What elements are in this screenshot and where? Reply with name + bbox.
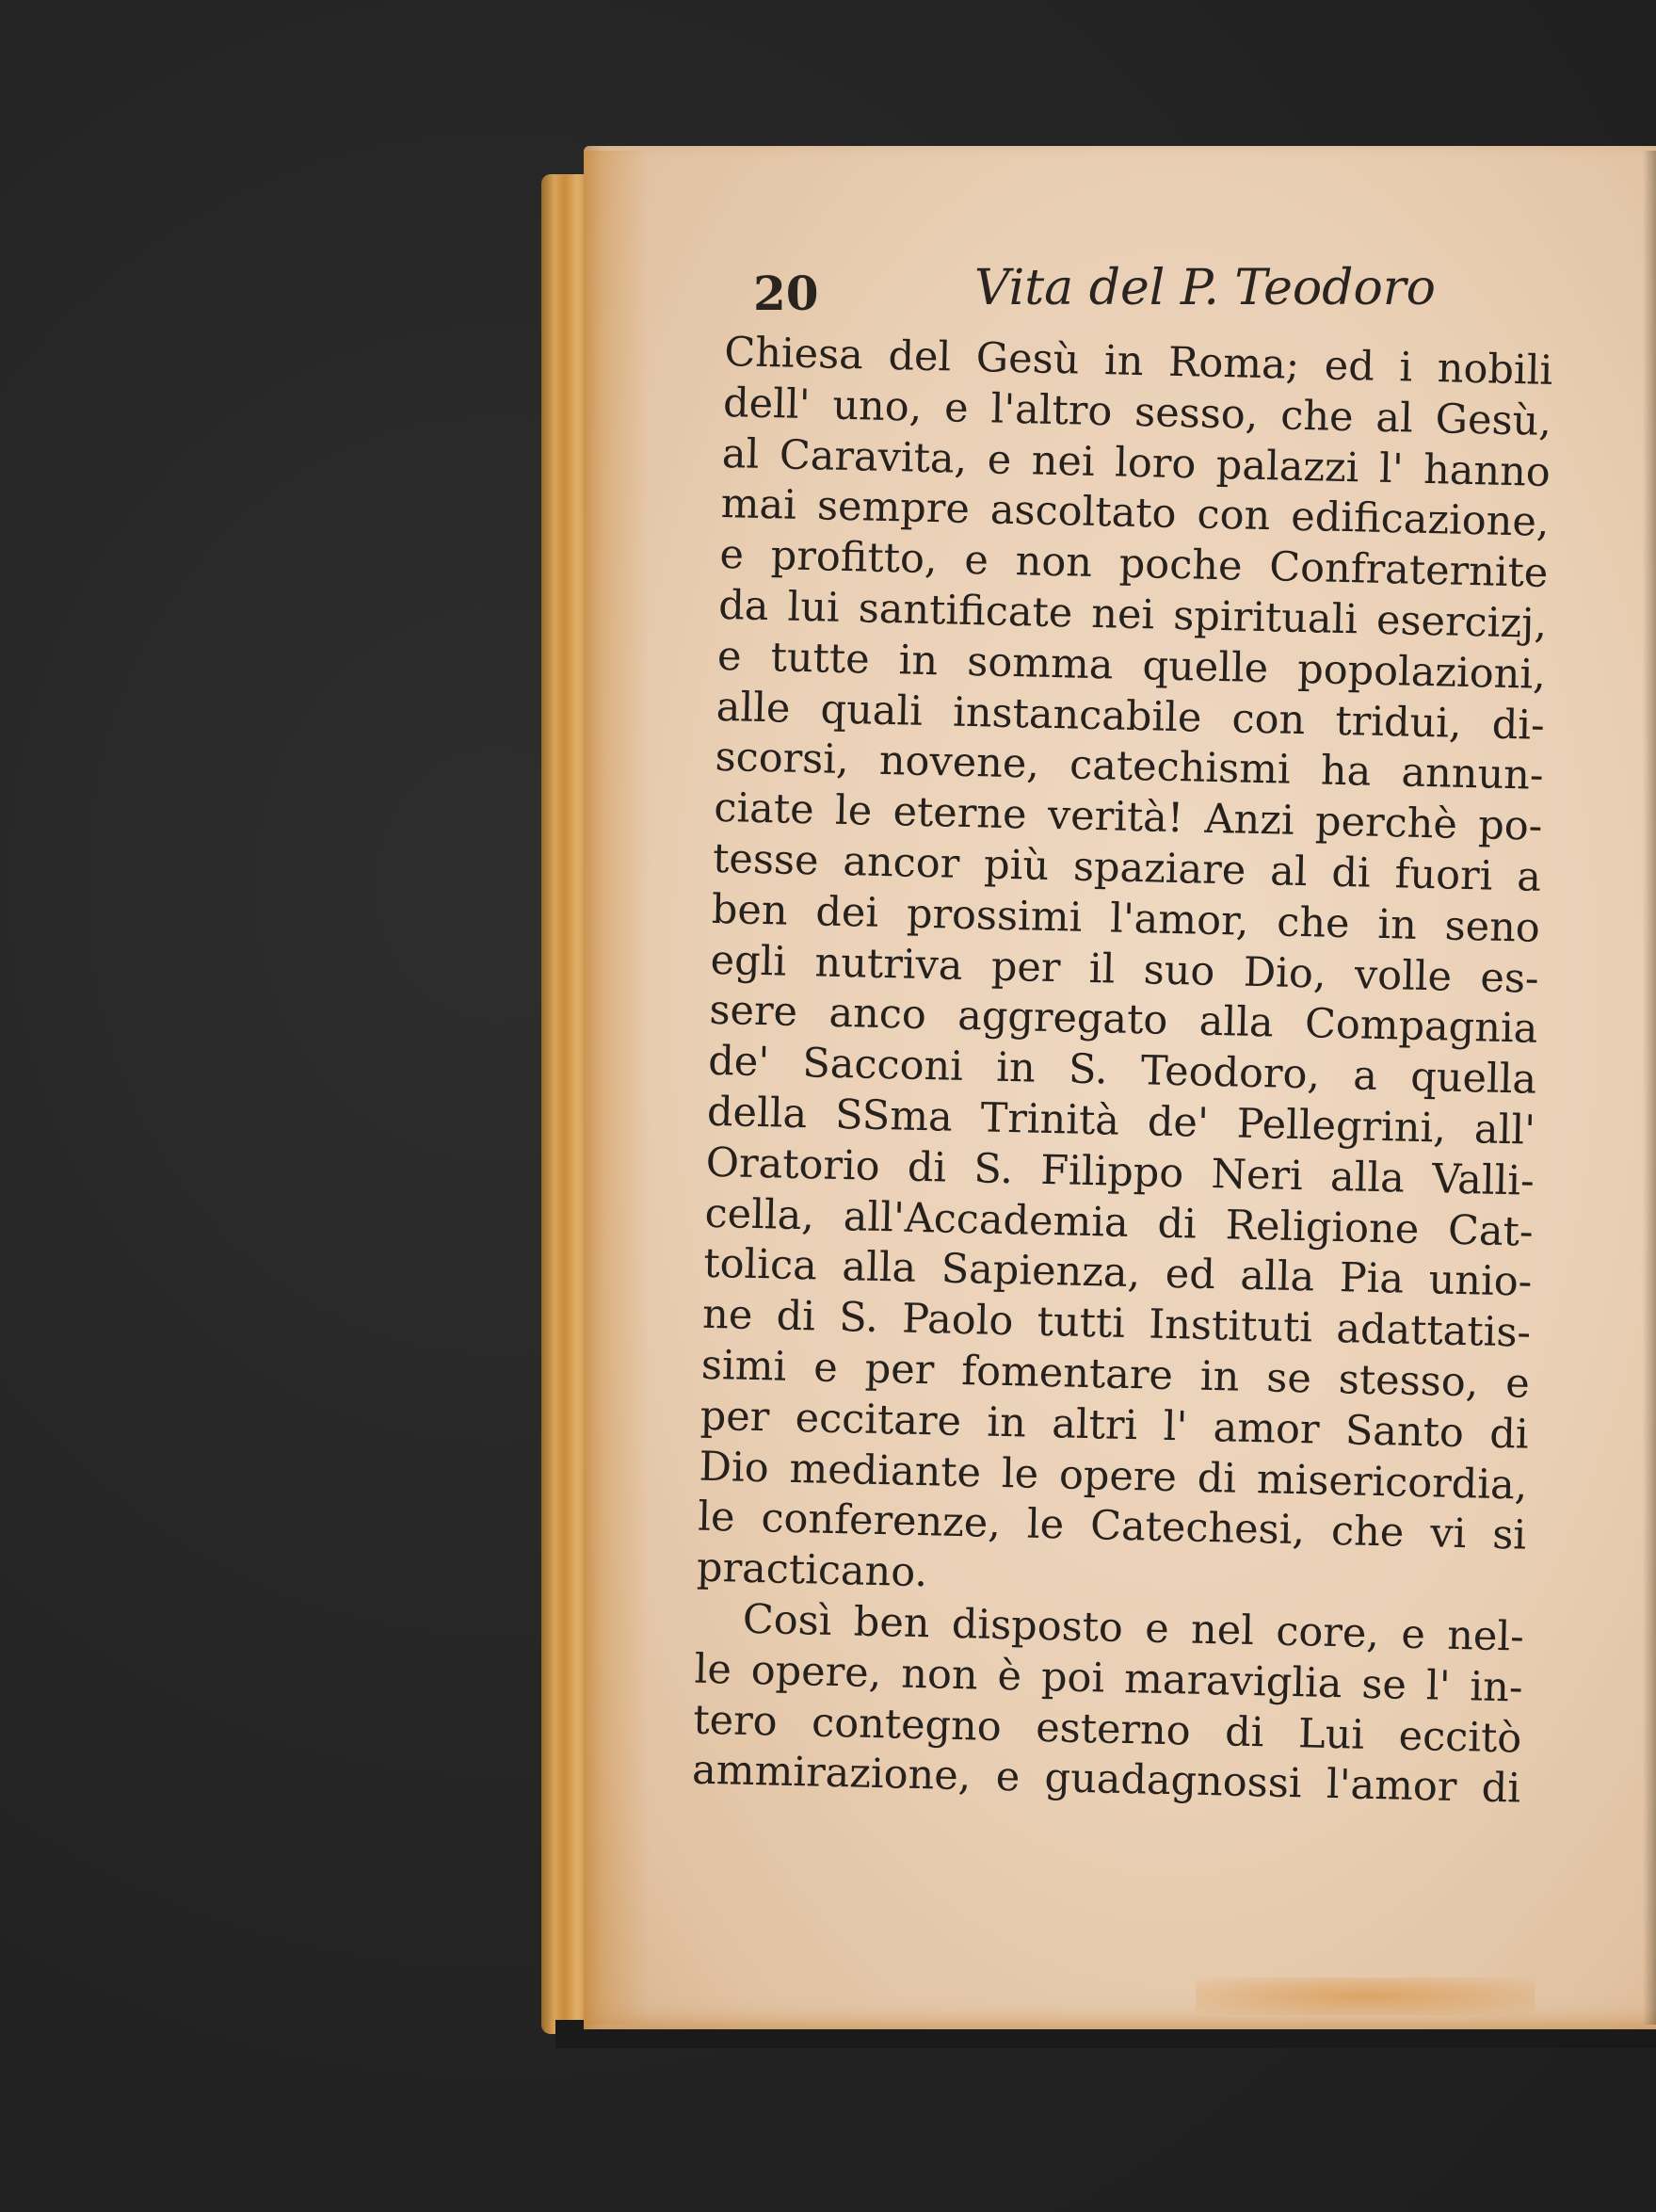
text-line: ciate le eterne verità! Anzi perchè po- — [713, 784, 1543, 850]
text-line: tero contegno esterno di Lui eccitò — [692, 1696, 1522, 1763]
text-line: tesse ancor più spaziare al di fuori a — [712, 834, 1542, 901]
running-head — [753, 260, 1487, 341]
text-line: da lui santificate nei spirituali esercizj, — [717, 581, 1548, 648]
text-line: Oratorio di S. Filippo Neri alla Valli- — [705, 1138, 1535, 1205]
text-line: Chiesa del Gesù in Roma; ed i nobili — [723, 328, 1553, 395]
text-line: le opere, non è poi maraviglia se l' in- — [694, 1645, 1524, 1712]
text-line: dell' uno, e l'altro sesso, che al Gesù, — [722, 379, 1552, 445]
page-gutter-shadow — [1643, 151, 1656, 2025]
text-line: e tutte in somma quelle popolazioni, — [716, 632, 1547, 699]
text-line: ben dei prossimi l'amor, che in seno — [711, 885, 1541, 952]
running-title: Vita del P. Teodoro — [974, 260, 1436, 316]
page-number: 20 — [753, 266, 819, 321]
text-line: ne di S. Paolo tutti Instituti adattatis- — [701, 1290, 1532, 1357]
text-line: egli nutriva per il suo Dio, volle es- — [710, 936, 1540, 1003]
text-line: cella, all'Accademia di Religione Cat- — [704, 1189, 1535, 1256]
page-stain — [584, 151, 650, 2025]
text-line: simi e per fomentare in se stesso, e — [700, 1341, 1531, 1408]
text-line: ammirazione, e guadagnossi l'amor di — [691, 1746, 1521, 1813]
text-line: al Caravita, e nei loro palazzi l' hanno — [721, 429, 1551, 496]
text-line: per eccitare in altri l' amor Santo di — [699, 1392, 1530, 1459]
text-line: della SSma Trinità de' Pellegrini, all' — [706, 1088, 1536, 1154]
text-line: scorsi, novene, catechismi ha annun- — [715, 734, 1544, 800]
text-line: mai sempre ascoltato con edificazione, — [720, 480, 1551, 547]
text-line: alle quali instancabile con tridui, di- — [715, 683, 1546, 750]
body-text — [692, 328, 1553, 1816]
text-line: le conferenze, le Catechesi, che vi si — [697, 1494, 1527, 1559]
text-line: de' Sacconi in S. Teodoro, a quella — [707, 1037, 1537, 1104]
bottom-stain — [1196, 1978, 1535, 2015]
text-line: e profitto, e non poche Confraternite — [718, 531, 1549, 598]
text-line: Così ben disposto e nel core, e nel- — [742, 1595, 1525, 1661]
text-line: practicano. — [696, 1543, 928, 1597]
text-line: Dio mediante le opere di misericordia, — [698, 1443, 1528, 1510]
text-line: tolica alla Sapienza, ed alla Pia unio- — [702, 1240, 1533, 1307]
text-line: sere anco aggregato alla Compagnia — [708, 987, 1538, 1054]
